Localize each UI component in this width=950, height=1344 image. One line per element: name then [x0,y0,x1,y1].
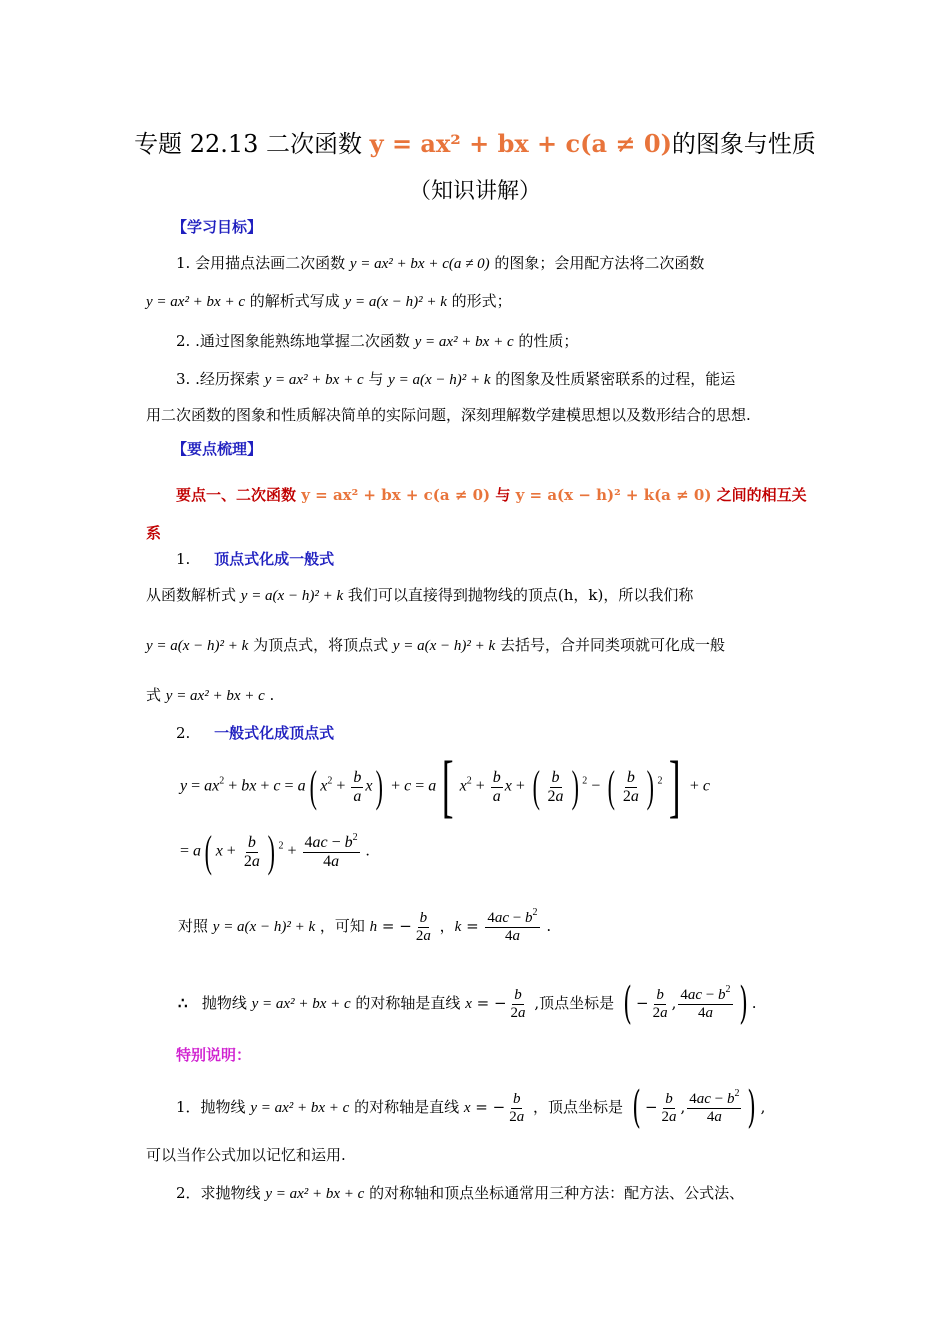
points-heading: 【要点梳理】 [172,440,263,458]
subsection-2-heading: 2. 一般式化成顶点式 [176,724,335,742]
goals-heading: 【学习目标】 [172,218,263,236]
point-1-heading-line2: 系 [146,524,162,542]
title-formula: y = ax² + bx + c(a ≠ 0) [369,129,672,158]
subsection-1-line1: 从函数解析式 y = a(x − h)² + k 我们可以直接得到抛物线的顶点(h，k)，所以我们称 [146,586,694,604]
subsection-1-heading: 1. 顶点式化成一般式 [176,550,335,568]
derivation-line-1: $y = ax^2$ + bx + c = a( $x^2$ + $\frac{b}{a}$ x) + c = a[ $x^2$ + $\frac{b}{a}$ x + ( $\frac{b}{2a}$ ) $^2$ − ( $\frac{b}{2a}$ ) $^2$] + c [180,748,710,825]
subsection-1-line3: 式 y = ax² + bx + c . [146,686,275,704]
goal-3-line2: 用二次函数的图象和性质解决简单的实际问题，深刻理解数学建模思想以及数形结合的思想. [146,406,751,424]
goal-2: 2. .通过图象能熟练地掌握二次函数 y = ax² + bx + c 的性质； [176,332,579,350]
special-note-1-line2: 可以当作公式加以记忆和运用. [146,1146,346,1164]
special-heading: 特别说明： [176,1046,252,1064]
goal-1: 1. 会用描点法画二次函数 y = ax² + bx + c(a ≠ 0) 的图象；会用配方法将二次函数 [176,254,705,272]
special-note-2: 2．求抛物线 y = ax² + bx + c 的对称轴和顶点坐标通常用三种方法：配方法、公式法、 [176,1184,745,1202]
point-1-heading: 要点一、二次函数 y = ax² + bx + c(a ≠ 0) 与 y = a(x − h)² + k(a ≠ 0) 之间的相互关 [176,486,807,504]
derivation-line-2: = a( x + $\frac{b}{2a}$ ) $^2$ + $\frac{4ac - b^2}{4a}$ . [180,827,370,876]
subsection-1-line2: y = a(x − h)² + k 为顶点式，将顶点式 y = a(x − h)² + k 去括号，合并同类项就可化成一般 [146,636,725,654]
page-subtitle: （知识讲解） [408,179,541,204]
compare-line: 对照 y = a(x − h)² + k ，可知 h = − $\frac{b}{2a}$ ，k = $\frac{4ac - b^2}{4a}$ . [178,907,552,944]
goal-3: 3. .经历探索 y = ax² + bx + c 与 y = a(x − h)² + k 的图象及性质紧密联系的过程，能运 [176,370,736,388]
goal-1-line2: y = ax² + bx + c 的解析式写成 y = a(x − h)² + k 的形式； [146,292,512,310]
special-note-1: 1．抛物线 y = ax² + bx + c 的对称轴是直线 x = − $\frac{b}{2a}$ ，顶点坐标是 ( − $\frac{b}{2a}$ , $\frac{4ac - b^2}{4a}$ ) , [176,1082,766,1133]
page-title: 专题 22.13 二次函数 y = ax² + bx + c(a ≠ 0)的图象与性质 [134,129,816,158]
therefore-line: ∴ 抛物线 y = ax² + bx + c 的对称轴是直线 x = − $\frac{b}{2a}$ ,顶点坐标是 ( − $\frac{b}{2a}$ , $\frac{4ac - b^2}{4a}$ ) . [178,978,757,1029]
